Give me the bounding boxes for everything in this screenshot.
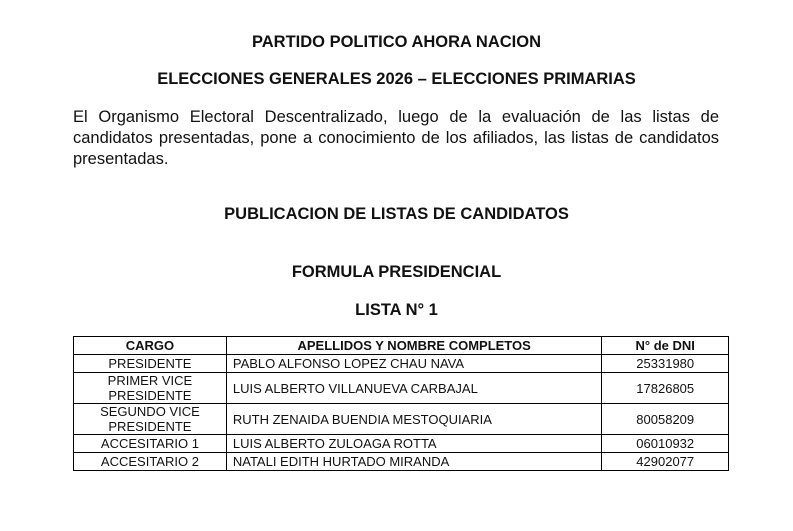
formula-title: FORMULA PRESIDENCIAL — [291, 263, 502, 281]
cell-nombre: LUIS ALBERTO ZULOAGA ROTTA — [226, 435, 602, 453]
cell-nombre: NATALI EDITH HURTADO MIRANDA — [226, 453, 602, 471]
table-row — [74, 355, 729, 373]
table-row — [74, 435, 729, 453]
cell-dni: 80058209 — [602, 404, 729, 435]
list-title: LISTA N° 1 — [355, 301, 438, 319]
cell-nombre: LUIS ALBERTO VILLANUEVA CARBAJAL — [226, 373, 602, 404]
table-row — [74, 453, 729, 471]
table-row — [74, 373, 729, 404]
cell-dni: 42902077 — [602, 453, 729, 471]
cell-nombre: RUTH ZENAIDA BUENDIA MESTOQUIARIA — [226, 404, 602, 435]
cell-nombre: PABLO ALFONSO LOPEZ CHAU NAVA — [226, 355, 602, 373]
cell-cargo: SEGUNDO VICE PRESIDENTE — [74, 404, 227, 435]
cell-dni: 17826805 — [602, 373, 729, 404]
table-header-row — [74, 337, 729, 355]
party-name: PARTIDO POLITICO AHORA NACION — [251, 33, 542, 51]
cell-dni: 06010932 — [602, 435, 729, 453]
election-title: ELECCIONES GENERALES 2026 – ELECCIONES PRIMARIAS — [157, 70, 636, 88]
candidates-table — [73, 336, 729, 471]
intro-paragraph: El Organismo Electoral Descentralizado, luego de la evaluación de las listas de candidatos presentadas, pone a conocimiento de los afiliados, las listas de candidatos presentadas. — [73, 108, 719, 168]
publication-title: PUBLICACION DE LISTAS DE CANDIDATOS — [224, 205, 569, 223]
header-dni: N° de DNI — [602, 337, 729, 355]
cell-cargo: ACCESITARIO 1 — [74, 435, 227, 453]
header-nombre: APELLIDOS Y NOMBRE COMPLETOS — [226, 337, 602, 355]
header-cargo: CARGO — [74, 337, 227, 355]
cell-dni: 25331980 — [602, 355, 729, 373]
table-row — [74, 404, 729, 435]
cell-cargo: PRESIDENTE — [74, 355, 227, 373]
cell-cargo: ACCESITARIO 2 — [74, 453, 227, 471]
cell-cargo: PRIMER VICE PRESIDENTE — [74, 373, 227, 404]
